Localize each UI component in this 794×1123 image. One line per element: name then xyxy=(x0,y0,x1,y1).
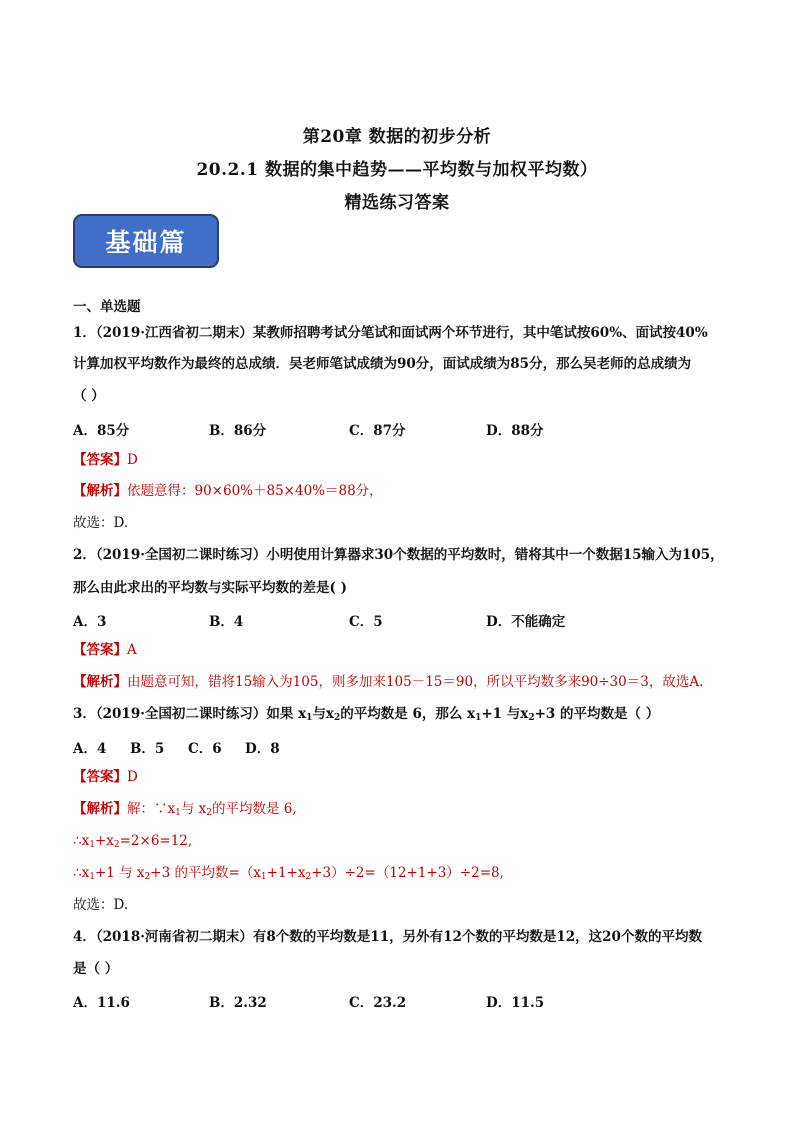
q3-stem-part: +1 与x xyxy=(481,706,529,722)
q3-analysis-part: ∴x xyxy=(73,865,90,881)
subscript: 2 xyxy=(528,713,535,723)
q3-analysis-part: +3 的平均数=（x xyxy=(150,865,261,881)
q1-stem-line-1: 1．（2019·江西省初二期末）某教师招聘考试分笔试和面试两个环节进行，其中笔试按60%、面试按40% xyxy=(73,325,708,341)
subscript: 1 xyxy=(89,840,95,850)
q1-analysis xyxy=(73,482,383,500)
analysis-label: 【解析】 xyxy=(73,674,127,690)
q2-answer xyxy=(73,641,137,659)
q3-analysis-part: ∴x xyxy=(73,833,90,849)
subtitle: 精选练习答案 xyxy=(344,193,450,213)
q2-option-d: D．不能确定 xyxy=(486,614,566,630)
q3-answer xyxy=(73,768,138,786)
q3-option-b: B．5 xyxy=(130,741,165,757)
subscript: 2 xyxy=(113,840,120,850)
q3-stem xyxy=(73,705,659,727)
answer-label: 【答案】 xyxy=(73,452,127,468)
q3-analysis-part: 与 x xyxy=(180,801,207,817)
q3-option-d: D．8 xyxy=(245,741,280,757)
subscript: 2 xyxy=(334,713,341,723)
subscript: 1 xyxy=(89,872,95,882)
q3-analysis-line-1 xyxy=(73,800,297,822)
q3-answer-value: D xyxy=(127,769,138,785)
q3-option-c: C．6 xyxy=(188,741,222,757)
q2-option-c: C．5 xyxy=(349,614,383,630)
subscript: 1 xyxy=(260,872,267,882)
q2-answer-value: A xyxy=(127,642,137,658)
subscript: 1 xyxy=(306,713,313,723)
part-heading: 一、单选题 xyxy=(73,299,141,315)
q3-analysis-part: 解：∵x xyxy=(127,801,176,817)
q2-analysis xyxy=(73,673,703,691)
q1-answer-value: D xyxy=(127,452,138,468)
q3-analysis-part: =2×6=12, xyxy=(119,833,193,849)
q1-option-c: C．87分 xyxy=(349,423,406,439)
subscript: 2 xyxy=(305,872,312,882)
q1-option-a: A．85分 xyxy=(73,423,130,439)
answer-label: 【答案】 xyxy=(73,769,127,785)
q4-option-c: C．23.2 xyxy=(349,995,407,1011)
q1-stem-line-3: （ ） xyxy=(73,388,105,404)
q2-analysis-text: 由题意可知，错将15输入为105，则多加来105－15＝90，所以平均数多来90÷30＝3，故选A. xyxy=(127,674,704,690)
chapter-title: 第20章 数据的初步分析 xyxy=(302,127,492,147)
subscript: 1 xyxy=(175,808,181,818)
q4-option-d: D．11.5 xyxy=(486,995,545,1011)
q2-stem-line-2: 那么由此求出的平均数与实际平均数的差是( ) xyxy=(73,580,347,596)
section-title: 20.2.1 数据的集中趋势——平均数与加权平均数） xyxy=(196,160,598,180)
subscript: 1 xyxy=(475,713,482,723)
q4-option-a: A．11.6 xyxy=(73,995,130,1011)
q3-conclusion: 故选：D. xyxy=(73,897,129,913)
q2-option-a: A．3 xyxy=(73,614,107,630)
q2-option-b: B．4 xyxy=(209,614,244,630)
q4-stem-line-2: 是（ ） xyxy=(73,961,119,977)
q1-option-d: D．88分 xyxy=(486,423,544,439)
q3-analysis-line-3 xyxy=(73,864,504,886)
q1-stem-line-2: 计算加权平均数作为最终的总成绩．吴老师笔试成绩为90分，面试成绩为85分，那么吴老师的总成绩为 xyxy=(73,356,692,372)
q3-stem-part: +3 的平均数是（ ） xyxy=(534,706,660,722)
q3-stem-part: 的平均数是 6，那么 x xyxy=(340,706,476,722)
answer-label: 【答案】 xyxy=(73,642,127,658)
q3-analysis-part: +1+x xyxy=(266,865,306,881)
analysis-label: 【解析】 xyxy=(73,801,127,817)
q3-analysis-part: +3）÷2=（12+1+3）÷2=8, xyxy=(311,865,504,881)
q1-analysis-text: 依题意得：90×60%＋85×40%＝88分， xyxy=(127,483,383,499)
section-badge: 基础篇 xyxy=(73,214,219,268)
q3-analysis-part: 的平均数是 6, xyxy=(212,801,297,817)
q1-option-b: B．86分 xyxy=(209,423,267,439)
q3-stem-part: 3．（2019·全国初二课时练习）如果 x xyxy=(73,706,307,722)
q3-analysis-part: +x xyxy=(94,833,114,849)
analysis-label: 【解析】 xyxy=(73,483,127,499)
q1-answer xyxy=(73,451,138,469)
q2-stem-line-1: 2．（2019·全国初二课时练习）小明使用计算器求30个数据的平均数时，错将其中一个数据15输入为105， xyxy=(73,547,724,563)
subscript: 2 xyxy=(144,872,151,882)
subscript: 2 xyxy=(206,808,212,818)
q3-analysis-part: +1 与 x xyxy=(94,865,145,881)
q3-analysis-line-2 xyxy=(73,832,192,854)
q4-stem-line-1: 4．（2018·河南省初二期末）有8个数的平均数是11，另外有12个数的平均数是12，这20个数的平均数 xyxy=(73,929,702,945)
q4-option-b: B．2.32 xyxy=(209,995,267,1011)
q3-stem-part: 与x xyxy=(312,706,334,722)
q1-conclusion: 故选：D. xyxy=(73,515,129,531)
q3-option-a: A．4 xyxy=(73,741,107,757)
